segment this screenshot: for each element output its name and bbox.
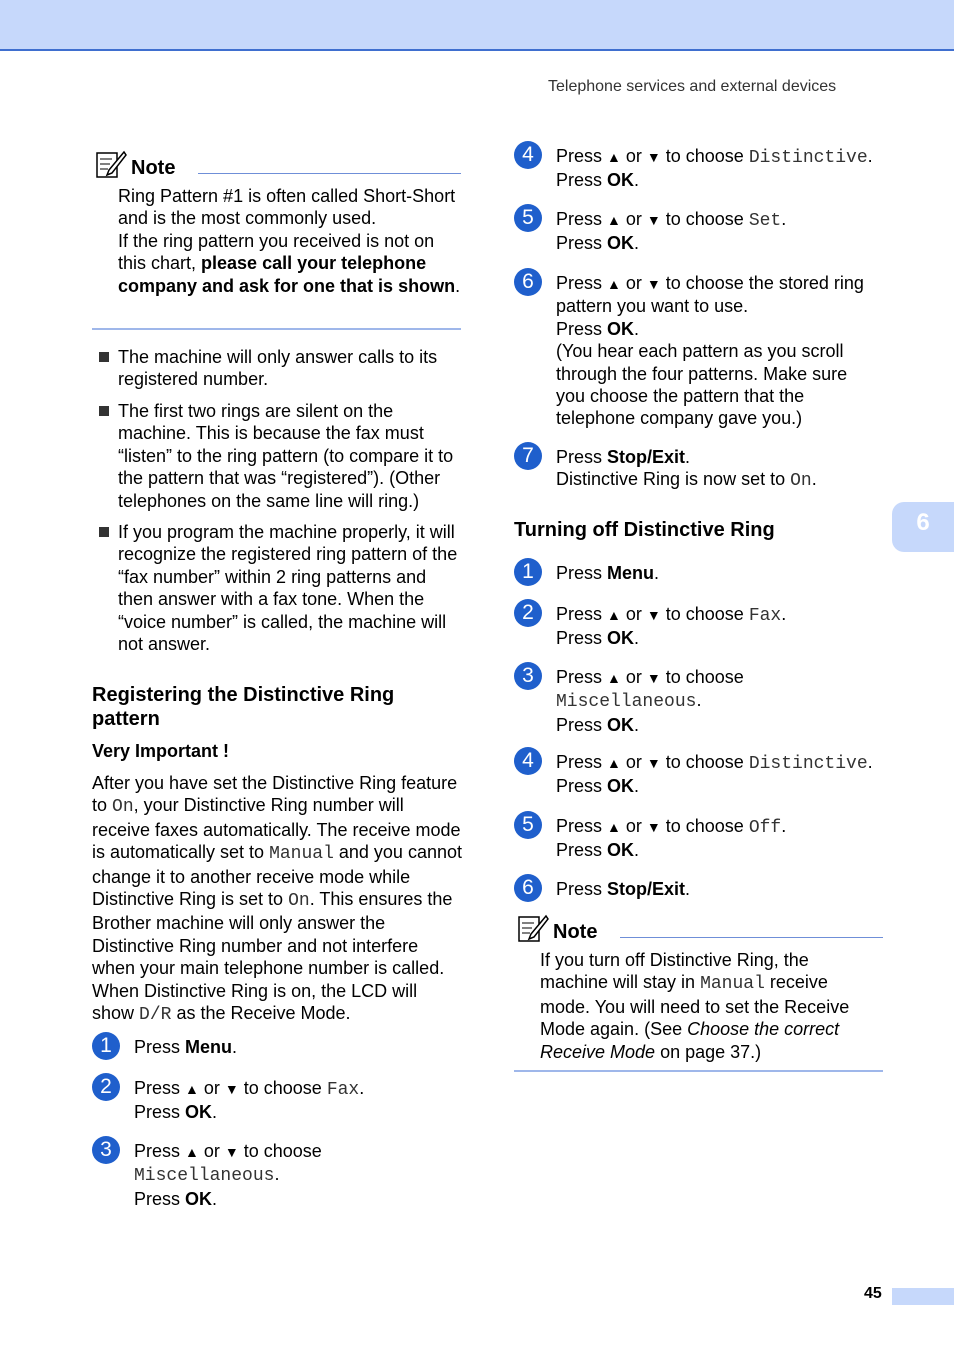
note-pencil-icon xyxy=(517,914,549,944)
up-arrow-icon: ▲ xyxy=(607,755,621,771)
up-arrow-icon: ▲ xyxy=(607,276,621,292)
list-item: If you program the machine properly, it will recognize the registered ring pattern of the “fax number” within 2 ring patterns and then answer with a fax tone. When the “voice number” is called, the machine will not answer. xyxy=(118,521,463,655)
step-number: 6 xyxy=(514,874,542,902)
down-arrow-icon: ▼ xyxy=(224,1081,239,1097)
off-step-3: 3 Press ▲ or ▼ to choose Miscellaneous. Press OK. xyxy=(556,666,744,736)
note-rule xyxy=(198,173,461,174)
section-title-registering: Registering the Distinctive Ring pattern xyxy=(92,684,395,730)
note-heading xyxy=(517,914,597,944)
down-arrow-icon: ▼ xyxy=(646,670,661,686)
step-number: 6 xyxy=(514,268,542,296)
off-step-2: 2 Press ▲ or ▼ to choose Fax. Press OK. xyxy=(556,603,786,650)
up-arrow-icon: ▲ xyxy=(607,670,621,686)
down-arrow-icon: ▼ xyxy=(646,212,661,228)
note-pencil-icon xyxy=(95,150,127,180)
note-label: Note xyxy=(131,157,176,179)
off-step-1: 1 Press Menu. xyxy=(556,562,659,584)
down-arrow-icon: ▼ xyxy=(646,755,661,771)
step-number: 3 xyxy=(92,1136,120,1164)
note-bottom-rule xyxy=(514,1070,883,1072)
step-number: 4 xyxy=(514,747,542,775)
step-number: 3 xyxy=(514,662,542,690)
step-3: 3 Press ▲ or ▼ to choose Miscellaneous. Press OK. xyxy=(134,1140,322,1210)
page-number: 45 xyxy=(864,1285,882,1302)
step-number: 4 xyxy=(514,141,542,169)
up-arrow-icon: ▲ xyxy=(185,1144,199,1160)
important-paragraph: After you have set the Distinctive Ring feature to On, your Distinctive Ring number will receive faxes automatically. The receive mode is automatically set to Manual and you cannot change it to another receive mode while Distinctive Ring is set to On. This ensures the Brother machine will only answer the Distinctive Ring number and not interfere when your main telephone number is called. When Distinctive Ring is on, the LCD will show D/R as the Receive Mode. xyxy=(92,773,462,1026)
note-heading xyxy=(95,150,175,180)
note-bottom-rule xyxy=(92,328,461,330)
step-1: 1 Press Menu. xyxy=(134,1036,237,1058)
up-arrow-icon: ▲ xyxy=(607,212,621,228)
note-body xyxy=(118,185,463,297)
list-item: The machine will only answer calls to its registered number. xyxy=(118,346,463,391)
step-7: 7 Press Stop/Exit. Distinctive Ring is now set to On. xyxy=(556,446,817,493)
down-arrow-icon: ▼ xyxy=(646,819,661,835)
note-label: Note xyxy=(553,921,598,943)
step-4: 4 Press ▲ or ▼ to choose Distinctive. Press OK. xyxy=(556,145,873,192)
important-heading: Very Important ! xyxy=(92,741,230,761)
down-arrow-icon: ▼ xyxy=(646,276,661,292)
note-rule xyxy=(620,937,883,938)
page-number-bar xyxy=(892,1288,954,1305)
step-number: 2 xyxy=(514,599,542,627)
off-step-6: 6 Press Stop/Exit. xyxy=(556,878,690,900)
up-arrow-icon: ▲ xyxy=(607,607,621,623)
up-arrow-icon: ▲ xyxy=(185,1081,199,1097)
off-step-4: 4 Press ▲ or ▼ to choose Distinctive. Press OK. xyxy=(556,751,873,798)
step-number: 1 xyxy=(514,558,542,586)
down-arrow-icon: ▼ xyxy=(224,1144,239,1160)
step-number: 2 xyxy=(92,1073,120,1101)
chapter-tab: 6 xyxy=(892,502,954,552)
running-header: Telephone services and external devices xyxy=(548,78,837,95)
down-arrow-icon: ▼ xyxy=(646,607,661,623)
step-number: 7 xyxy=(514,442,542,470)
step-number: 5 xyxy=(514,811,542,839)
section-title-turning-off: Turning off Distinctive Ring xyxy=(514,519,775,541)
note-text-1: Ring Pattern #1 is often called Short-Short and is the most commonly used. xyxy=(118,186,456,229)
list-item: The first two rings are silent on the machine. This is because the fax must “listen” to the ring pattern (to compare it to the pattern that was “registered”). (Other telephones on the same line will ring.) xyxy=(118,400,463,512)
step-number: 5 xyxy=(514,204,542,232)
off-step-5: 5 Press ▲ or ▼ to choose Off. Press OK. xyxy=(556,815,786,862)
top-banner xyxy=(0,0,954,51)
step-number: 1 xyxy=(92,1032,120,1060)
step-2: 2 Press ▲ or ▼ to choose Fax. Press OK. xyxy=(134,1077,364,1124)
up-arrow-icon: ▲ xyxy=(607,149,621,165)
cross-reference-link: Choose the correct Receive Mode xyxy=(540,1019,840,1062)
step-6: 6 Press ▲ or ▼ to choose the stored ring pattern you want to use. Press OK. (You hear each pattern as you scroll through the four patterns. Make sure you choose the pattern that the telephone company gave you.) xyxy=(556,272,876,430)
step-5: 5 Press ▲ or ▼ to choose Set. Press OK. xyxy=(556,208,786,255)
down-arrow-icon: ▼ xyxy=(646,149,661,165)
up-arrow-icon: ▲ xyxy=(607,819,621,835)
note-body: If you turn off Distinctive Ring, the machine will stay in Manual receive mode. You will need to set the Receive Mode again. (See Choose the correct Receive Mode on page 37.) xyxy=(540,950,850,1062)
note-text-2: If the ring pattern you received is not on this chart, please call your telephone company and ask for one that is shown. xyxy=(118,230,461,296)
